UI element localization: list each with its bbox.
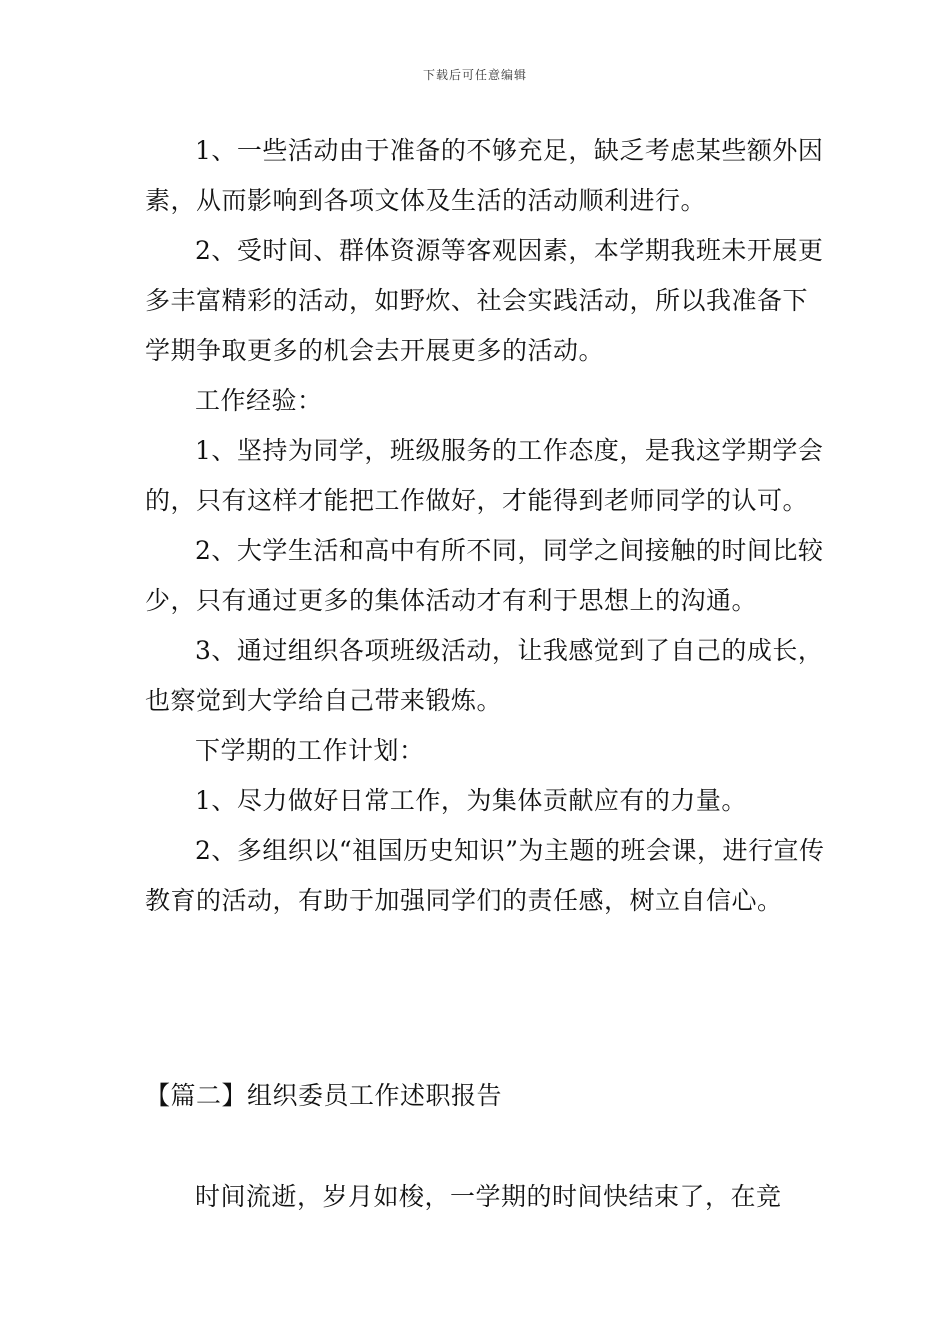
document-body xyxy=(145,126,825,1211)
paragraph-5: 3、通过组织各项班级活动，让我感觉到了自己的成长，也察觉到大学给自己带来锻炼。 xyxy=(145,636,824,715)
heading-work-experience: 工作经验： xyxy=(195,386,323,415)
section-title: 【篇二】组织委员工作述职报告 xyxy=(145,1081,503,1110)
section-first-paragraph: 时间流逝，岁月如梭，一学期的时间快结束了，在竞 xyxy=(195,1182,782,1211)
page-header: 下载后可任意编辑 xyxy=(422,68,527,82)
paragraph-1: 1、一些活动由于准备的不够充足，缺乏考虑某些额外因素，从而影响到各项文体及生活的活动顺利进行。 xyxy=(145,136,824,215)
paragraph-3: 1、坚持为同学，班级服务的工作态度，是我这学期学会的，只有这样才能把工作做好，才能得到老师同学的认可。 xyxy=(145,436,824,515)
paragraph-6: 1、尽力做好日常工作，为集体贡献应有的力量。 xyxy=(195,786,747,815)
paragraph-4: 2、大学生活和高中有所不同，同学之间接触的时间比较少，只有通过更多的集体活动才有利于思想上的沟通。 xyxy=(145,536,824,615)
heading-next-term-plan: 下学期的工作计划： xyxy=(195,736,425,765)
paragraph-2: 2、受时间、群体资源等客观因素，本学期我班未开展更多丰富精彩的活动，如野炊、社会实践活动，所以我准备下学期争取更多的机会去开展更多的活动。 xyxy=(145,236,824,365)
paragraph-7: 2、多组织以“祖国历史知识”为主题的班会课，进行宣传教育的活动，有助于加强同学们的责任感，树立自信心。 xyxy=(145,836,825,915)
